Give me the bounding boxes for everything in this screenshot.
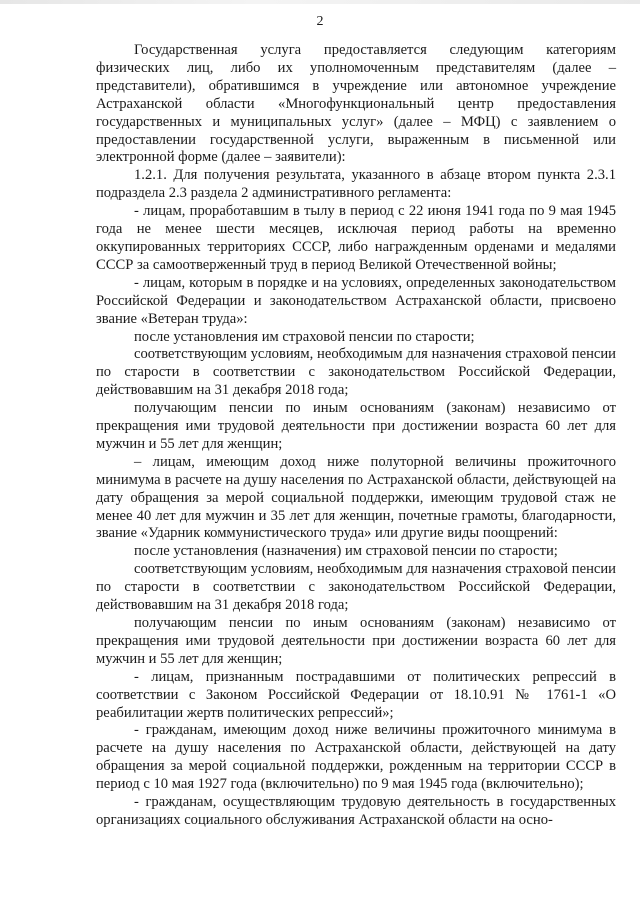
paragraph-labor-veterans: - лицам, которым в порядке и на условиях, определенных законодательством Российской Федерации и законодательством Астраханской области, присвоено звание «Ветеран труда»: (96, 274, 616, 327)
paragraph-intro: Государственная услуга предоставляется следующим категориям физических лиц, либо их уполномоченным представителям (далее – представители), обратившимся в учреждение или автономное учреждение Астраханской области «Многофункциональный центр предоставления государственных и муниципальных услуг» (далее – МФЦ) с заявлением о предоставлении государственной услуги, выраженным в письменной или электронной форме (далее – заявители): (96, 42, 616, 166)
paragraph-home-front-workers: - лицам, проработавшим в тылу в период с 22 июня 1941 года по 9 мая 1945 года не менее шести месяцев, исключая период работы на временно оккупированных территориях СССР, либо награжденным орденами и медалями СССР за самоотверженный труд в период Великой Отечественной войны; (96, 203, 616, 273)
scan-edge (0, 0, 640, 4)
paragraph-children-of-war: - гражданам, имеющим доход ниже величины прожиточного минимума в расчете на душу населения по Астраханской области, действующей на дату обращения за мерой социальной поддержки, рожденным на территории СССР в период с 10 мая 1927 года (включительно) по 9 мая 1945 года (включительно); (96, 722, 616, 793)
paragraph-other-grounds: получающим пенсии по иным основаниям (законам) независимо от прекращения ими трудовой деятельности при достижении возраста 60 лет для мужчин и 55 лет для женщин; (96, 400, 616, 452)
paragraph-conditions-pension-2: соответствующим условиям, необходимым для назначения страховой пенсии по старости в соответствии с законодательством Российской Федерации, действовавшим на 31 декабря 2018 года; (96, 561, 616, 614)
paragraph-social-workers: - гражданам, осуществляющим трудовую деятельность в государственных организациях социального обслуживания Астраханской области на осно- (96, 794, 616, 828)
paragraph-after-pension: после установления им страховой пенсии по старости; (134, 328, 475, 345)
paragraph-after-pension-2: после установления (назначения) им страховой пенсии по старости; (134, 543, 558, 560)
paragraph-repression-victims: - лицам, признанным пострадавшими от политических репрессий в соответствии с Законом Российской Федерации от 18.10.91 № 1761-1 «О реабилитации жертв политических репрессий»; (96, 668, 616, 721)
paragraph-other-grounds-2: получающим пенсии по иным основаниям (законам) независимо от прекращения ими трудовой деятельности при достижении возраста 60 лет для мужчин и 55 лет для женщин; (96, 615, 616, 667)
page-number: 2 (316, 14, 324, 29)
paragraph-conditions-pension: соответствующим условиям, необходимым для назначения страховой пенсии по старости в соответствии с законодательством Российской Федерации, действовавшим на 31 декабря 2018 года; (96, 346, 616, 399)
paragraph-clause-1-2-1: 1.2.1. Для получения результата, указанного в абзаце втором пункта 2.3.1 подраздела 2.3 раздела 2 административного регламента: (96, 167, 616, 202)
paragraph-low-income-stazh: – лицам, имеющим доход ниже полуторной величины прожиточного минимума в расчете на душу населения по Астраханской области, действующей на дату обращения за мерой социальной поддержки, имеющим трудовой стаж не менее 40 лет для мужчин и 35 лет для женщин, почетные грамоты, благодарности, звание «Ударник коммунистического труда» или другие виды поощрений: (96, 453, 616, 542)
document-body (96, 42, 616, 830)
